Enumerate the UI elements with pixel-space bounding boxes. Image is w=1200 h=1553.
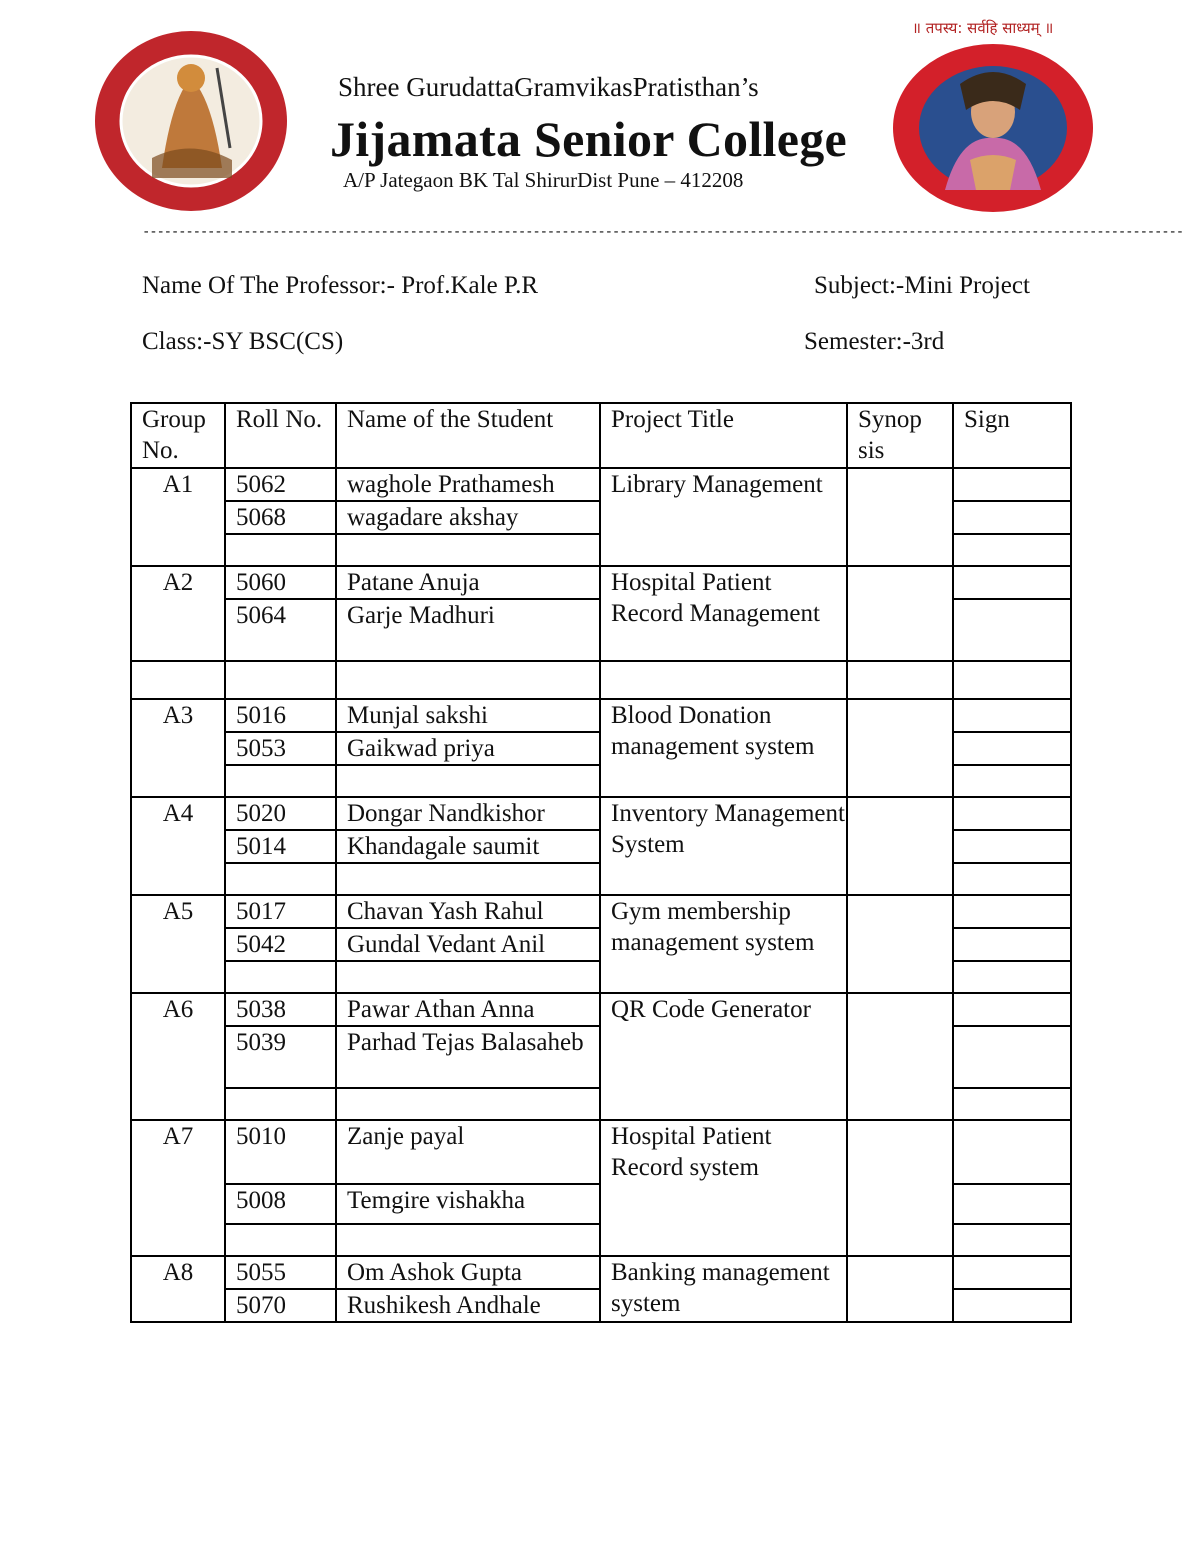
sign-cell: [953, 895, 1071, 928]
table-row: [131, 993, 1071, 1026]
student-name-cell: Zanje payal: [336, 1120, 600, 1184]
header-student-name: Name of the Student: [336, 403, 600, 468]
blank-cell: [336, 661, 600, 699]
roll-no-cell: [225, 534, 336, 566]
blank-cell: [600, 661, 847, 699]
roll-no-cell: 5055: [225, 1256, 336, 1289]
college-logo-right: [890, 40, 1096, 216]
header-synopsis: Synop sis: [847, 403, 953, 468]
roll-no-cell: [225, 1224, 336, 1256]
student-name-cell: Chavan Yash Rahul: [336, 895, 600, 928]
roll-no-cell: [225, 863, 336, 895]
roll-no-cell: 5010: [225, 1120, 336, 1184]
student-name-cell: [336, 961, 600, 993]
group-no-cell: A4: [131, 797, 225, 895]
group-no-cell: A7: [131, 1120, 225, 1256]
project-title-cell: QR Code Generator: [600, 993, 847, 1120]
roll-no-cell: 5068: [225, 501, 336, 534]
project-title-cell: Blood Donation management system: [600, 699, 847, 797]
student-name-cell: [336, 765, 600, 797]
subject: Subject:-Mini Project: [814, 272, 1030, 299]
synopsis-cell: [847, 993, 953, 1120]
student-name-cell: [336, 534, 600, 566]
sign-cell: [953, 599, 1071, 661]
synopsis-cell: [847, 699, 953, 797]
student-name-cell: [336, 863, 600, 895]
sign-cell: [953, 1184, 1071, 1224]
student-name-cell: waghole Prathamesh: [336, 468, 600, 501]
student-name-cell: Munjal sakshi: [336, 699, 600, 732]
sign-cell: [953, 732, 1071, 765]
student-name-cell: Garje Madhuri: [336, 599, 600, 661]
project-title-cell: Inventory Management System: [600, 797, 847, 895]
synopsis-cell: [847, 1256, 953, 1322]
sign-cell: [953, 699, 1071, 732]
blank-cell: [953, 661, 1071, 699]
table-row: [131, 797, 1071, 830]
student-name-cell: Temgire vishakha: [336, 1184, 600, 1224]
student-name-cell: Pawar Athan Anna: [336, 993, 600, 1026]
group-no-cell: A6: [131, 993, 225, 1120]
group-no-cell: A5: [131, 895, 225, 993]
table-row: [131, 699, 1071, 732]
roll-no-cell: 5039: [225, 1026, 336, 1088]
student-name-cell: Om Ashok Gupta: [336, 1256, 600, 1289]
roll-no-cell: [225, 961, 336, 993]
sign-cell: [953, 566, 1071, 599]
student-name-cell: Dongar Nandkishor: [336, 797, 600, 830]
roll-no-cell: 5016: [225, 699, 336, 732]
group-no-cell: A1: [131, 468, 225, 566]
project-title-cell: Banking management system: [600, 1256, 847, 1322]
sign-cell: [953, 797, 1071, 830]
header-group-no: Group No.: [131, 403, 225, 468]
project-title-cell: Hospital Patient Record Management: [600, 566, 847, 661]
blank-cell: [225, 661, 336, 699]
group-no-cell: A2: [131, 566, 225, 661]
sign-cell: [953, 765, 1071, 797]
blank-row: [131, 661, 1071, 699]
table-row: [131, 1120, 1071, 1184]
roll-no-cell: 5042: [225, 928, 336, 961]
table-header-row: [131, 403, 1071, 468]
sign-cell: [953, 1026, 1071, 1088]
table-row: [131, 468, 1071, 501]
college-logo-left: [92, 28, 290, 214]
student-name-cell: Patane Anuja: [336, 566, 600, 599]
sign-cell: [953, 863, 1071, 895]
roll-no-cell: 5038: [225, 993, 336, 1026]
roll-no-cell: 5062: [225, 468, 336, 501]
roll-no-cell: 5008: [225, 1184, 336, 1224]
roll-no-cell: 5017: [225, 895, 336, 928]
table-row: [131, 566, 1071, 599]
table-row: [131, 895, 1071, 928]
student-name-cell: Gaikwad priya: [336, 732, 600, 765]
project-title-cell: Gym membership management system: [600, 895, 847, 993]
synopsis-cell: [847, 797, 953, 895]
roll-no-cell: [225, 1088, 336, 1120]
roll-no-cell: 5060: [225, 566, 336, 599]
sign-cell: [953, 468, 1071, 501]
header-project-title: Project Title: [600, 403, 847, 468]
sign-cell: [953, 928, 1071, 961]
sign-cell: [953, 993, 1071, 1026]
project-title-cell: Hospital Patient Record system: [600, 1120, 847, 1256]
table-row: [131, 1256, 1071, 1289]
organisation-name: Shree GurudattaGramvikasPratisthan’s: [338, 72, 759, 102]
synopsis-cell: [847, 895, 953, 993]
blank-cell: [847, 661, 953, 699]
sign-cell: [953, 1120, 1071, 1184]
roll-no-cell: 5064: [225, 599, 336, 661]
college-address: A/P Jategaon BK Tal ShirurDist Pune – 412208: [343, 168, 744, 192]
student-name-cell: [336, 1224, 600, 1256]
student-name-cell: [336, 1088, 600, 1120]
student-name-cell: wagadare akshay: [336, 501, 600, 534]
group-no-cell: A3: [131, 699, 225, 797]
sign-cell: [953, 1224, 1071, 1256]
sign-cell: [953, 1289, 1071, 1322]
sign-cell: [953, 534, 1071, 566]
header-roll-no: Roll No.: [225, 403, 336, 468]
synopsis-cell: [847, 566, 953, 661]
sign-cell: [953, 501, 1071, 534]
sign-cell: [953, 1256, 1071, 1289]
header-sign: Sign: [953, 403, 1071, 468]
separator-line: ------------------------------------------------------------------------------------------------------------------------------------------------: [142, 224, 1183, 240]
sanskrit-motto: ॥ तपस्य: सर्वहि साध्यम् ॥: [912, 19, 1054, 37]
sign-cell: [953, 961, 1071, 993]
student-name-cell: Gundal Vedant Anil: [336, 928, 600, 961]
student-name-cell: Parhad Tejas Balasaheb: [336, 1026, 600, 1088]
project-title-cell: Library Management: [600, 468, 847, 566]
synopsis-cell: [847, 1120, 953, 1256]
roll-no-cell: 5014: [225, 830, 336, 863]
student-name-cell: Khandagale saumit: [336, 830, 600, 863]
sign-cell: [953, 830, 1071, 863]
student-name-cell: Rushikesh Andhale: [336, 1289, 600, 1322]
blank-cell: [131, 661, 225, 699]
synopsis-cell: [847, 468, 953, 566]
sign-cell: [953, 1088, 1071, 1120]
roll-no-cell: 5070: [225, 1289, 336, 1322]
roll-no-cell: [225, 765, 336, 797]
project-roster-table: [130, 402, 1072, 1323]
roll-no-cell: 5020: [225, 797, 336, 830]
professor-name: Name Of The Professor:- Prof.Kale P.R: [142, 272, 538, 299]
group-no-cell: A8: [131, 1256, 225, 1322]
roll-no-cell: 5053: [225, 732, 336, 765]
college-title: Jijamata Senior College: [330, 111, 848, 167]
semester: Semester:-3rd: [804, 328, 945, 355]
class: Class:-SY BSC(CS): [142, 328, 344, 355]
